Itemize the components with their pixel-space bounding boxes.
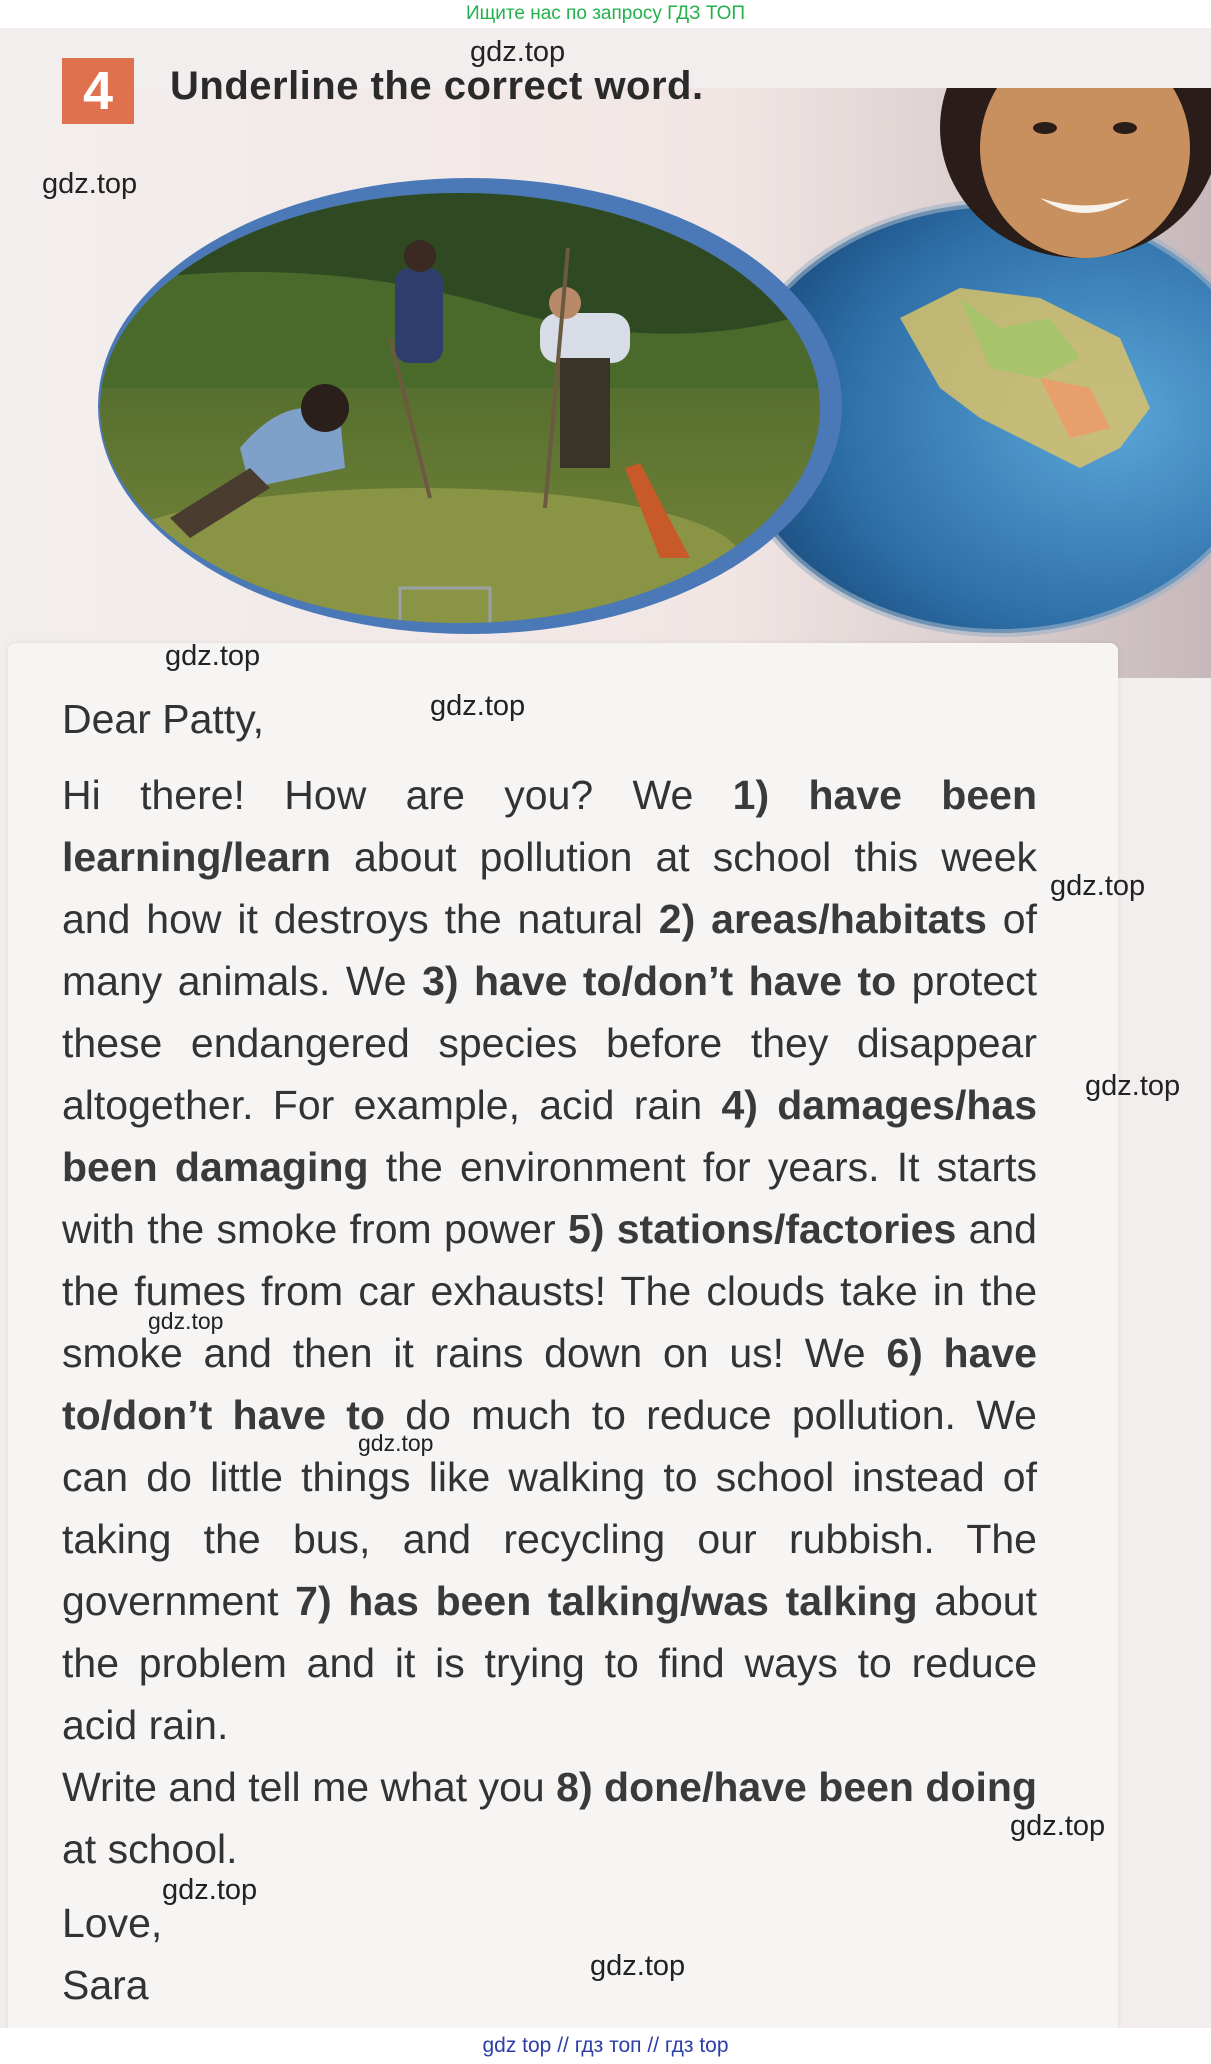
letter-text-run: about pollution at school this week and how it destroys the natural [62,834,1037,942]
letter-paragraph-2 [62,1756,1037,1880]
watermark: gdz.top [165,640,261,672]
letter-text-run: Write and tell me what you [62,1764,557,1810]
watermark: gdz.top [162,1874,258,1906]
answer-option-group[interactable]: 4) damages/has been damaging [62,1082,1038,1190]
photo-collage [0,88,1211,678]
watermark: gdz.top [1085,1070,1181,1102]
letter-text-run: and the fumes from car exhausts! The clouds take in the smoke and then it rains down on us! We [62,1206,1037,1376]
watermark: gdz.top [430,690,526,722]
letter-signature: Sara [62,1962,149,2008]
answer-option-group[interactable]: 5) stations/factories [567,1206,957,1252]
answer-option-group[interactable]: 1) have been learning/learn [62,772,1037,880]
answer-option-group[interactable]: 6) have to/don’t have to [62,1330,1037,1438]
watermark: gdz.top [42,168,138,200]
watermark: gdz.top [148,1308,224,1334]
letter-text-run: protect these endangered species before they disappear altogether. For example, acid rain [62,958,1038,1128]
watermark: gdz.top [1050,870,1146,902]
letter-text-run: the environment for years. It starts with the smoke from power [62,1144,1037,1252]
answer-option-group[interactable]: 8) done/have been doing [556,1764,1038,1810]
letter-text-run: of many animals. We [62,896,1037,1004]
exercise-instruction: Underline the correct word. [170,64,704,108]
answer-option-group[interactable]: 7) has been talking/was talking [295,1578,918,1624]
exercise-number-badge: 4 [62,58,134,124]
answer-option-group[interactable]: 3) have to/don’t have to [422,958,897,1004]
watermark: gdz.top [358,1430,434,1456]
letter-paragraph-1 [62,764,1037,1756]
letter-greeting: Dear Patty, [62,696,265,742]
letter-text-run: at school. [62,1826,238,1872]
answer-option-group[interactable]: 2) areas/habitats [658,896,987,942]
footer-banner[interactable]: gdz top // гдз топ // гдз top [0,2028,1211,2064]
letter-closing: Love, [62,1900,163,1946]
top-banner[interactable]: Ищите нас по запросу ГДЗ ТОП [0,0,1211,28]
letter-text-run: do much to reduce pollution. We can do little things like walking to school instead of taking the bus, and recycling our rubbish. The government [62,1392,1037,1624]
letter-text-run: about the problem and it is trying to find ways to reduce acid rain. [62,1578,1037,1748]
textbook-page [0,28,1211,2028]
watermark: gdz.top [470,36,566,68]
illustration-pond-cleanup-and-globe [0,88,1211,678]
letter-body [62,688,1037,2016]
letter-text-run: Hi there! How are you? We [62,772,733,818]
watermark: gdz.top [590,1950,686,1982]
watermark: gdz.top [1010,1810,1106,1842]
